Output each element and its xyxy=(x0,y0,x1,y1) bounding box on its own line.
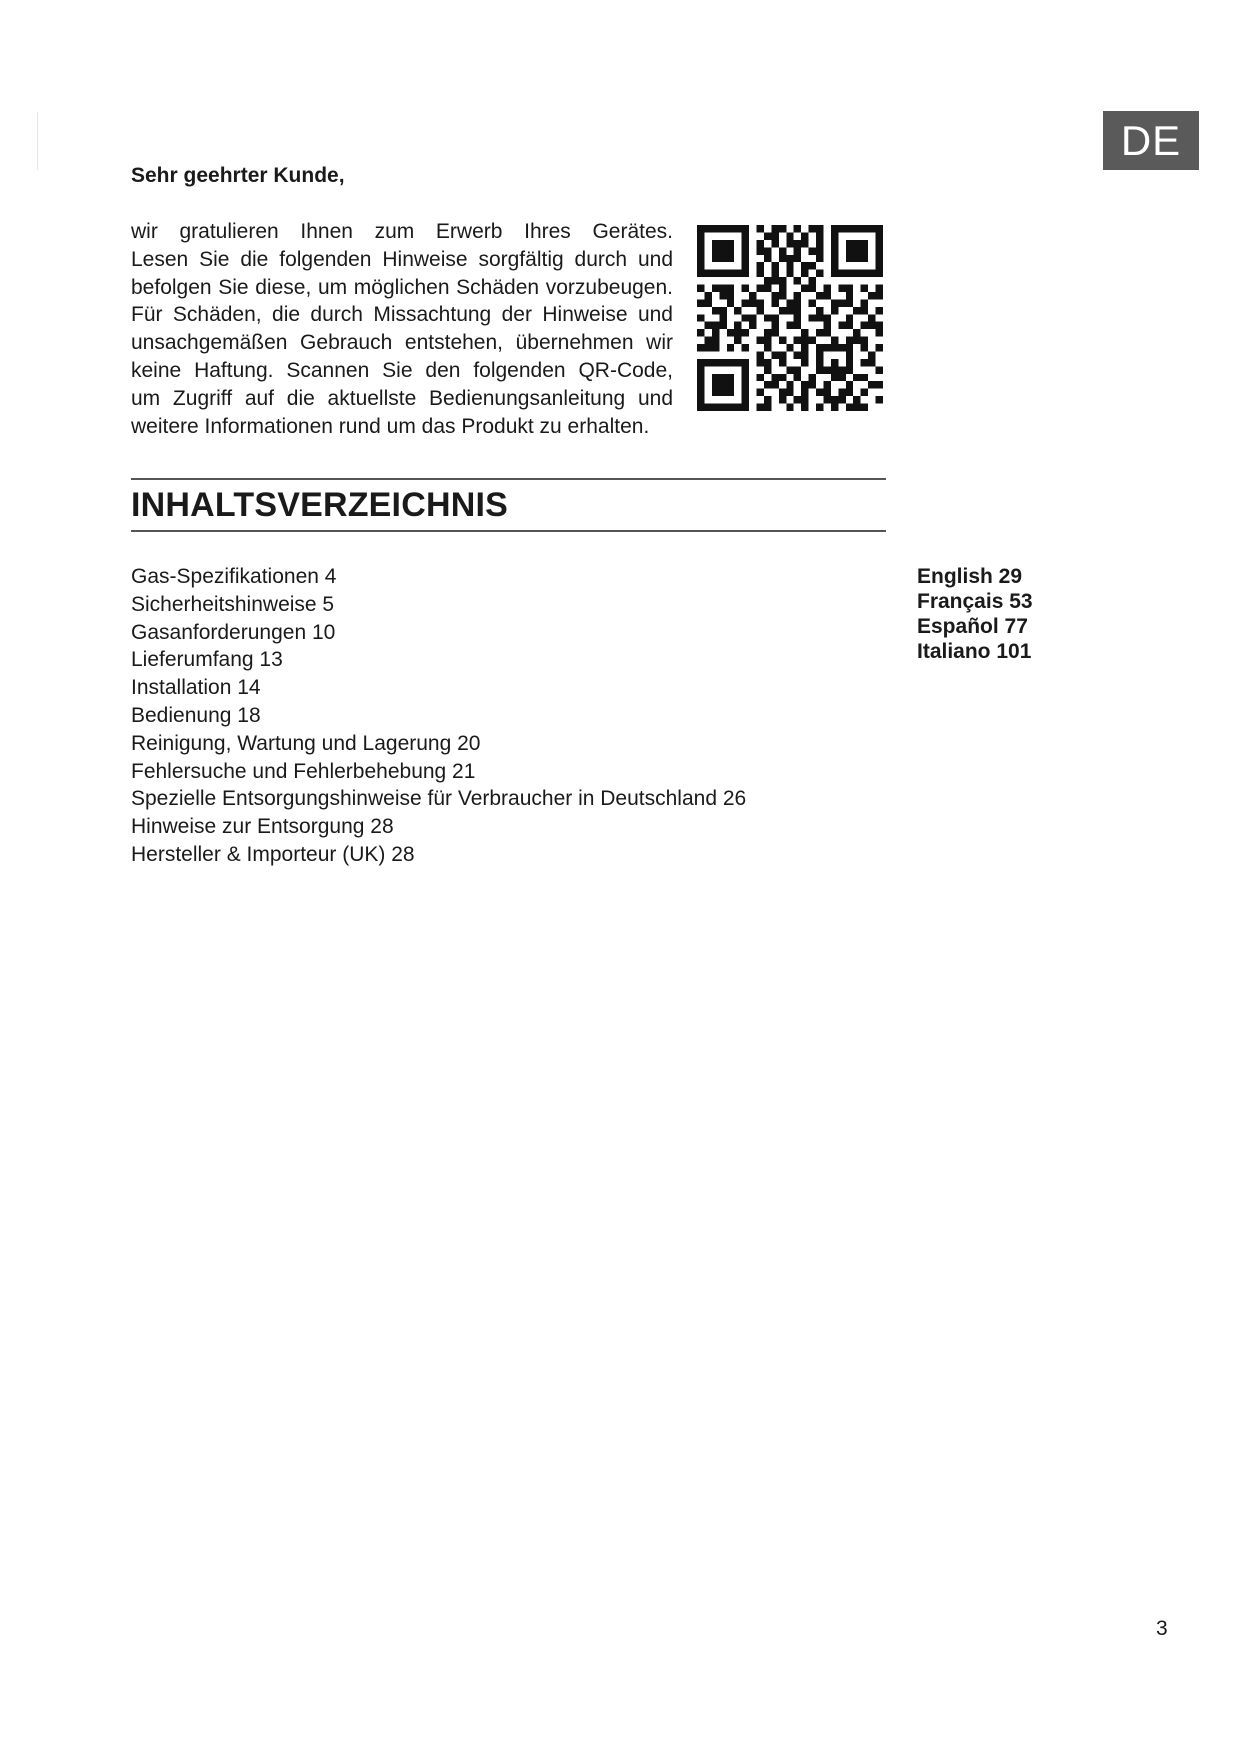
language-entry-italian[interactable]: Italiano 101 xyxy=(917,640,1032,663)
intro-line: weitere Informationen rund um das Produkt zu erhalten. xyxy=(131,414,650,438)
intro-line: keine Haftung. Scannen Sie den folgenden QR-Code, xyxy=(131,358,673,382)
intro-line: Lesen Sie die folgenden Hinweise sorgfältig durch und xyxy=(131,247,673,271)
language-entry-english[interactable]: English 29 xyxy=(917,565,1023,588)
qr-code-graphic xyxy=(697,225,883,411)
toc-entry[interactable]: Gasanforderungen 10 xyxy=(131,620,336,644)
qr-code-icon[interactable] xyxy=(697,225,883,411)
intro-line: Für Schäden, die durch Missachtung der Hinweise und xyxy=(131,303,673,327)
toc-entry[interactable]: Hinweise zur Entsorgung 28 xyxy=(131,815,394,839)
margin-mark xyxy=(37,112,38,170)
intro-line: unsachgemäßen Gebrauch entstehen, übernehmen wir xyxy=(131,331,673,355)
intro-line: wir gratulieren Ihnen zum Erwerb Ihres Gerätes. xyxy=(131,220,673,243)
toc-rule-bottom xyxy=(131,530,886,532)
intro-line: befolgen Sie diese, um möglichen Schäden vorzubeugen. xyxy=(131,275,673,299)
toc-entry[interactable]: Lieferumfang 13 xyxy=(131,648,283,672)
toc-entry[interactable]: Reinigung, Wartung und Lagerung 20 xyxy=(131,731,481,755)
page-number: 3 xyxy=(1156,1617,1168,1640)
toc-list xyxy=(131,563,746,869)
toc-rule-top xyxy=(131,478,886,480)
toc-entry[interactable]: Sicherheitshinweise 5 xyxy=(131,592,335,616)
toc-entry[interactable]: Fehlersuche und Fehlerbehebung 21 xyxy=(131,759,476,783)
intro-paragraph xyxy=(131,218,673,440)
greeting: Sehr geehrter Kunde, xyxy=(131,164,345,187)
intro-line: um Zugriff auf die aktuellste Bedienungsanleitung und xyxy=(131,386,673,410)
toc-entry[interactable]: Hersteller & Importeur (UK) 28 xyxy=(131,842,415,866)
toc-title: INHALTSVERZEICHNIS xyxy=(131,486,508,524)
language-entry-spanish[interactable]: Español 77 xyxy=(917,615,1028,638)
language-tab: DE xyxy=(1103,111,1199,170)
toc-entry[interactable]: Bedienung 18 xyxy=(131,703,261,727)
toc-entry[interactable]: Gas-Spezifikationen 4 xyxy=(131,565,337,588)
toc-entry[interactable]: Installation 14 xyxy=(131,676,261,700)
language-list xyxy=(917,564,1033,664)
language-entry-french[interactable]: Français 53 xyxy=(917,590,1033,613)
toc-entry[interactable]: Spezielle Entsorgungshinweise für Verbraucher in Deutschland 26 xyxy=(131,787,747,811)
